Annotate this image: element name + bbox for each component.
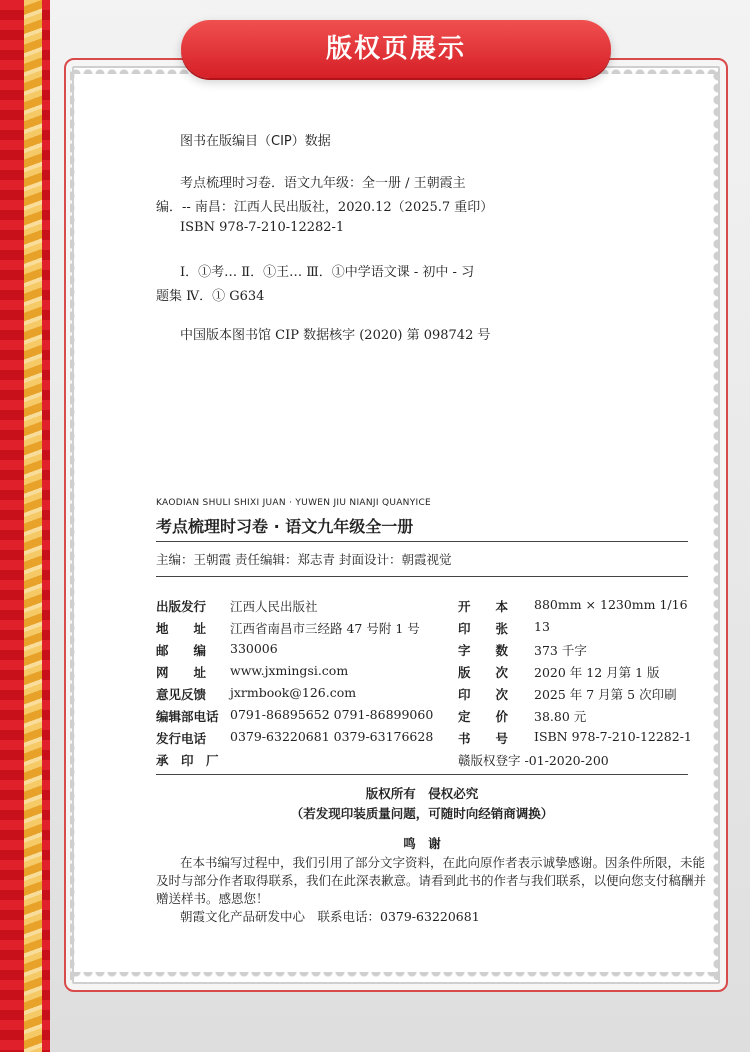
cip-line: 中国版本图书馆 CIP 数据核字 (2020) 第 098742 号 <box>180 328 491 343</box>
info-value: ISBN 978-7-210-12282-1 <box>534 729 692 744</box>
cip-line: 编．-- 南昌：江西人民出版社，2020.12（2025.7 重印） <box>156 200 494 215</box>
thanks-heading: 鸣 谢 <box>403 836 441 851</box>
info-value: jxrmbook@126.com <box>230 685 357 700</box>
copyright-notice: 版权所有 侵权必究 <box>365 786 479 801</box>
info-label: 开 本 <box>458 599 509 614</box>
info-label: 邮 编 <box>156 643 207 658</box>
cip-line: ISBN 978-7-210-12282-1 <box>180 220 345 235</box>
info-label: 承 印 厂 <box>156 753 219 768</box>
copyright-note: （若发现印装质量问题，可随时向经销商调换） <box>290 806 554 821</box>
cip-line: 题集 Ⅳ．① G634 <box>156 289 265 304</box>
info-value: 0379-63220681 0379-63176628 <box>230 729 434 744</box>
thanks-paragraph: 在本书编写过程中，我们引用了部分文字资料，在此向原作者表示诚挚感谢。因条件所限，未能 <box>180 855 706 870</box>
divider <box>156 576 688 577</box>
info-value: 江西省南昌市三经路 47 号附 1 号 <box>230 621 420 636</box>
info-label: 字 数 <box>458 643 509 658</box>
banner-title: 版权页展示 <box>181 20 611 78</box>
info-value: 2020 年 12 月第 1 版 <box>534 665 660 680</box>
decorative-ribbon-gold <box>24 0 42 1052</box>
cip-line: Ⅰ．①考… Ⅱ．①王… Ⅲ．①中学语文课 - 初中 - 习 <box>180 265 475 280</box>
info-value: 2025 年 7 月第 5 次印刷 <box>534 687 677 702</box>
info-label: 发行电话 <box>156 731 207 746</box>
info-value: 38.80 元 <box>534 709 587 724</box>
info-label: 网 址 <box>156 665 207 680</box>
book-credits: 主编：王朝霞 责任编辑：郑志青 封面设计：朝霞视觉 <box>156 552 452 567</box>
info-label: 版 次 <box>458 665 509 680</box>
info-value: www.jxmingsi.com <box>230 663 349 678</box>
book-title: 考点梳理时习卷 · 语文九年级全一册 <box>156 517 414 536</box>
cip-heading: 图书在版编目（CIP）数据 <box>180 134 331 149</box>
cip-line: 考点梳理时习卷．语文九年级：全一册 / 王朝霞主 <box>180 176 466 191</box>
info-label: 意见反馈 <box>156 687 207 702</box>
info-value: 0791-86895652 0791-86899060 <box>230 707 434 722</box>
info-label: 书 号 <box>458 731 509 746</box>
info-value: 江西人民出版社 <box>230 599 318 614</box>
info-label: 编辑部电话 <box>156 709 219 724</box>
info-label: 印 次 <box>458 687 509 702</box>
thanks-paragraph: 赠送样书。感恩您！ <box>156 891 269 906</box>
thanks-paragraph: 及时与部分作者取得联系，我们在此深表歉意。请看到此书的作者与我们联系，以便向您支付稿酬并 <box>156 873 707 888</box>
info-value: 13 <box>534 619 550 634</box>
info-label: 定 价 <box>458 709 509 724</box>
info-label: 印 张 <box>458 621 509 636</box>
info-value: 373 千字 <box>534 643 587 658</box>
info-label: 地 址 <box>156 621 207 636</box>
book-title-pinyin: KAODIAN SHULI SHIXI JUAN · YUWEN JIU NIANJI QUANYICE <box>156 498 432 508</box>
card-border-decoration <box>70 972 718 982</box>
info-value: 330006 <box>230 641 278 656</box>
thanks-contact: 朝霞文化产品研发中心 联系电话：0379-63220681 <box>180 909 480 924</box>
info-value: 880mm × 1230mm 1/16 <box>534 597 688 612</box>
info-value: 赣版权登字 -01-2020-200 <box>458 753 609 768</box>
divider <box>156 541 688 542</box>
divider <box>156 774 688 775</box>
info-label: 出版发行 <box>156 599 207 614</box>
